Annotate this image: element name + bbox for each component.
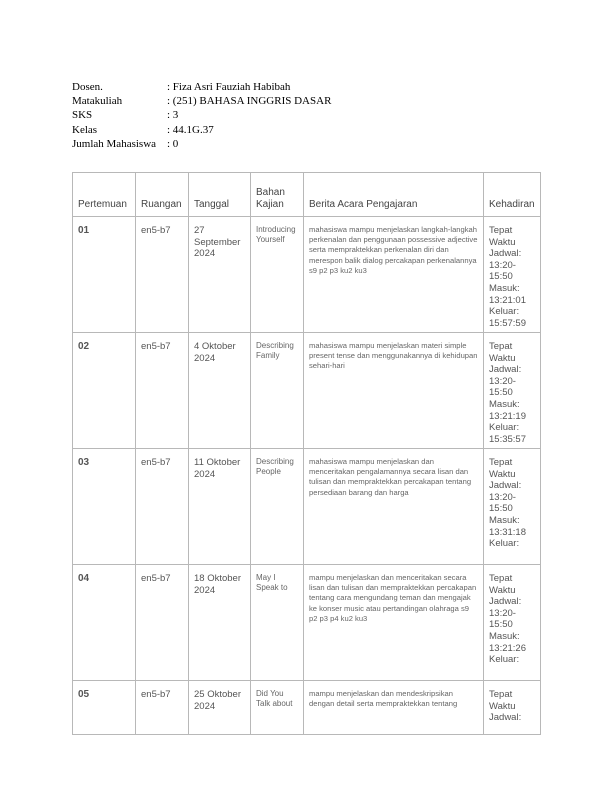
kehadiran-jadwal-label: Jadwal: (489, 480, 522, 492)
kehadiran-masuk-value: 13:31:18 (489, 526, 526, 538)
cell-tanggal: 11 Oktober 2024 (189, 449, 251, 565)
cell-ruangan: en5-b7 (136, 333, 189, 449)
info-value: : 0 (167, 137, 179, 150)
cell-pertemuan: 05 (73, 681, 136, 735)
cell-pertemuan: 04 (73, 565, 136, 681)
table-row (73, 333, 541, 449)
kehadiran-jadwal-value: 13:20-15:50 (489, 259, 516, 283)
kehadiran-masuk-label: Masuk: (489, 514, 520, 526)
cell-tanggal: 18 Oktober 2024 (189, 565, 251, 681)
info-label: Kelas (72, 123, 98, 136)
kehadiran-jadwal-label: Jadwal: (489, 248, 522, 260)
attendance-table (72, 172, 541, 735)
table-header-row (73, 173, 541, 217)
cell-pertemuan: 02 (73, 333, 136, 449)
kehadiran-keluar-label: Keluar: (489, 306, 520, 318)
kehadiran-masuk-value: 13:21:19 (489, 410, 526, 422)
cell-berita-acara: mampu menjelaskan dan mendeskripsikan dengan detail serta mempraktekkan tentang (304, 681, 484, 735)
kehadiran-keluar-label: Keluar: (489, 538, 520, 550)
info-value: : (251) BAHASA INGGRIS DASAR (167, 95, 332, 108)
table-row (73, 449, 541, 565)
cell-tanggal: 25 Oktober 2024 (189, 681, 251, 735)
cell-kehadiran (484, 333, 541, 449)
column-header-tanggal: Tanggal (189, 173, 251, 217)
info-row-matakuliah (72, 94, 331, 108)
kehadiran-masuk-label: Masuk: (489, 630, 520, 642)
kehadiran-jadwal-value: 13:20-15:50 (489, 375, 516, 399)
kehadiran-jadwal-value: 13:20-15:50 (489, 491, 516, 515)
kehadiran-status: Tepat Waktu (489, 573, 516, 596)
cell-berita-acara: mahasiswa mampu menjelaskan dan menceritakan pengalamannya secara lisan dan tulisan dan mempraktekkan percakapan tentang persediaan barang dan harga (304, 449, 484, 565)
kehadiran-status: Tepat Waktu (489, 225, 516, 248)
course-info (72, 80, 331, 151)
info-row-kelas (72, 123, 331, 137)
kehadiran-keluar-value: 15:35:57 (489, 433, 526, 445)
cell-bahan-kajian: Describing Family (251, 333, 304, 449)
cell-bahan-kajian: Describing People (251, 449, 304, 565)
cell-berita-acara: mahasiswa mampu menjelaskan langkah-langkah perkenalan dan penggunaan possessive adjective serta mempraktekkan perkenalan diri dan merespon balik dialog percakapan perkenalannya s9 p2 p3 ku2 ku3 (304, 217, 484, 333)
cell-berita-acara: mampu menjelaskan dan menceritakan secara lisan dan tulisan dan mempraktekkan percakapan tentang cara mengundang teman dan mengajak ke konser music atau pertandingan olahraga s9 p2 p3 p4 ku2 ku3 (304, 565, 484, 681)
cell-ruangan: en5-b7 (136, 565, 189, 681)
table-row (73, 217, 541, 333)
kehadiran-status: Tepat Waktu (489, 341, 516, 364)
kehadiran-status: Tepat Waktu (489, 689, 516, 712)
kehadiran-masuk-label: Masuk: (489, 398, 520, 410)
column-header-bahan-kajian: Bahan Kajian (251, 173, 304, 217)
column-header-pertemuan: Pertemuan (73, 173, 136, 217)
column-header-kehadiran: Kehadiran (484, 173, 541, 217)
cell-pertemuan: 03 (73, 449, 136, 565)
kehadiran-status: Tepat Waktu (489, 457, 516, 480)
kehadiran-keluar-label: Keluar: (489, 654, 520, 666)
cell-tanggal: 27 September 2024 (189, 217, 251, 333)
cell-pertemuan: 01 (73, 217, 136, 333)
kehadiran-jadwal-value: 13:20-15:50 (489, 607, 516, 631)
cell-ruangan: en5-b7 (136, 449, 189, 565)
kehadiran-jadwal-label: Jadwal: (489, 712, 522, 724)
info-row-dosen (72, 80, 331, 94)
kehadiran-jadwal-label: Jadwal: (489, 596, 522, 608)
cell-ruangan: en5-b7 (136, 217, 189, 333)
cell-kehadiran (484, 681, 541, 735)
kehadiran-masuk-value: 13:21:01 (489, 294, 526, 306)
info-value: : 3 (167, 109, 179, 122)
info-row-jumlah-mahasiswa (72, 137, 331, 151)
column-header-berita-acara: Berita Acara Pengajaran (304, 173, 484, 217)
kehadiran-keluar-label: Keluar: (489, 422, 520, 434)
column-header-ruangan: Ruangan (136, 173, 189, 217)
cell-kehadiran (484, 217, 541, 333)
table-row (73, 681, 541, 735)
info-label: Jumlah Mahasiswa (72, 137, 157, 150)
info-value: : 44.1G.37 (167, 123, 214, 136)
cell-berita-acara: mahasiswa mampu menjelaskan materi simple present tense dan menggunakannya di kehidupan sehari-hari (304, 333, 484, 449)
cell-bahan-kajian: Did You Talk about (251, 681, 304, 735)
cell-bahan-kajian: Introducing Yourself (251, 217, 304, 333)
cell-bahan-kajian: May I Speak to (251, 565, 304, 681)
cell-kehadiran (484, 449, 541, 565)
info-label: SKS (72, 109, 93, 122)
kehadiran-masuk-value: 13:21:26 (489, 642, 526, 654)
info-value: : Fiza Asri Fauziah Habibah (167, 81, 291, 93)
table-row (73, 565, 541, 681)
cell-ruangan: en5-b7 (136, 681, 189, 735)
cell-tanggal: 4 Oktober 2024 (189, 333, 251, 449)
cell-kehadiran (484, 565, 541, 681)
kehadiran-keluar-value: 15:57:59 (489, 317, 526, 329)
kehadiran-jadwal-label: Jadwal: (489, 364, 522, 376)
info-label: Matakuliah (72, 95, 123, 108)
info-label: Dosen. (72, 81, 103, 93)
kehadiran-masuk-label: Masuk: (489, 282, 520, 294)
info-row-sks (72, 108, 331, 122)
